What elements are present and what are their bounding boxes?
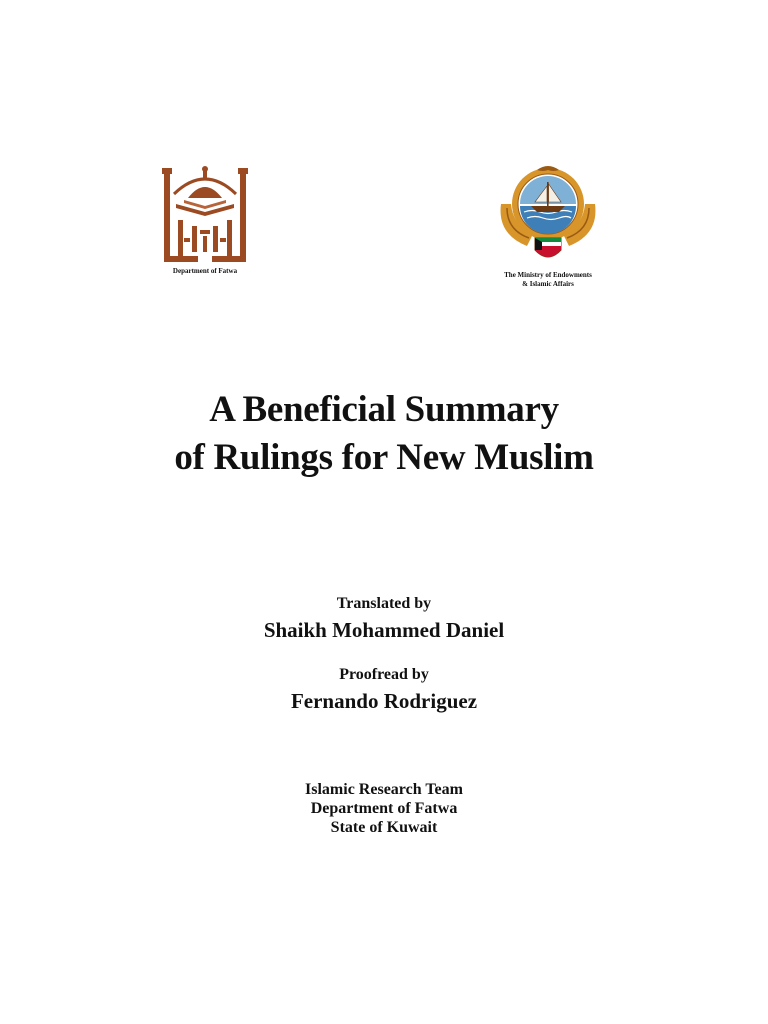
organization-line1: Islamic Research Team: [305, 781, 463, 798]
translator-credit: [0, 594, 768, 643]
ministry-caption-line2: & Islamic Affairs: [522, 280, 574, 288]
department-of-fatwa-emblem-icon: [162, 164, 248, 264]
department-of-fatwa-logo: [150, 164, 260, 276]
proofreader-credit: [0, 665, 768, 714]
organization-line3: State of Kuwait: [330, 819, 438, 836]
ministry-caption-line1: The Ministry of Endowments: [504, 271, 592, 279]
ministry-of-endowments-logo: [478, 164, 618, 289]
title-line1: A Beneficial Summary: [209, 389, 559, 430]
department-of-fatwa-caption: Department of Fatwa: [172, 267, 238, 275]
translator-name: Shaikh Mohammed Daniel: [263, 618, 505, 642]
organization-line2: Department of Fatwa: [310, 800, 458, 817]
translated-by-label: Translated by: [336, 595, 432, 612]
proofreader-name: Fernando Rodriguez: [290, 689, 478, 713]
kuwait-coat-of-arms-icon: [497, 164, 599, 268]
organization-block: [0, 780, 768, 837]
document-title: [0, 386, 768, 482]
title-line2: of Rulings for New Muslim: [174, 437, 594, 478]
proofread-by-label: Proofread by: [339, 666, 429, 683]
